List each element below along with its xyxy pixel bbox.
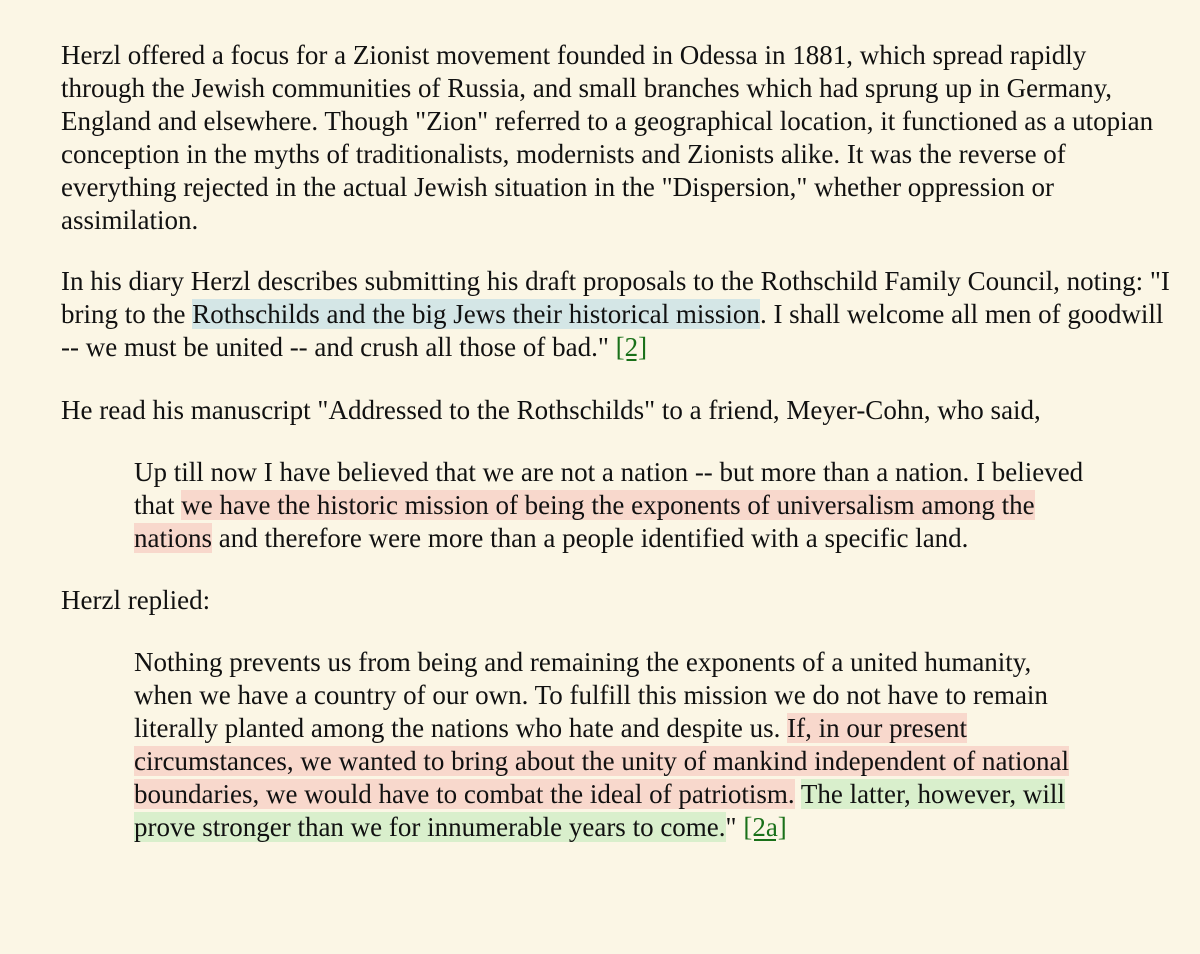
paragraph-meyer-cohn: He read his manuscript "Addressed to the Rothschilds" to a friend, Meyer-Cohn, who said, xyxy=(61,395,1041,425)
blockquote-herzl-reply xyxy=(134,646,1094,844)
highlight-historical-mission: Rothschilds and the big Jews their historical mission xyxy=(192,299,760,329)
highlight-patriotism: If, in our present circumstances, we wanted to bring about the unity of mankind independent of national boundaries, we would have to combat the ideal of patriotism. xyxy=(134,713,1069,809)
footnote-link-2[interactable]: [2] xyxy=(615,332,648,362)
quote2-space xyxy=(795,779,801,809)
paragraph-herzl-diary xyxy=(61,265,1171,364)
highlight-universalism: we have the historic mission of being the exponents of universalism among the nations xyxy=(134,490,1035,553)
highlight-stronger-than-we: The latter, however, will prove stronger than we for innumerable years to come. xyxy=(134,779,1065,842)
diary-text-after: . I shall welcome all men of goodwill -- we must be united -- and crush all those of bad." xyxy=(61,299,1164,362)
paragraph-herzl-replied: Herzl replied: xyxy=(61,585,211,615)
blockquote-meyer-cohn xyxy=(134,456,1094,555)
quote1-text-before: Up till now I have believed that we are not a nation -- but more than a nation. I believed that xyxy=(134,457,1084,520)
diary-text-before: In his diary Herzl describes submitting his draft proposals to the Rothschild Family Council, noting: "I bring to the xyxy=(61,266,1170,329)
quote1-text-after: and therefore were more than a people identified with a specific land. xyxy=(212,523,969,553)
footnote-link-2a[interactable]: [2a] xyxy=(743,812,787,842)
quote2-text-before: Nothing prevents us from being and remaining the exponents of a united humanity, when we have a country of our own. To fulfill this mission we do not have to remain literally planted among the nations who hate and despite us. xyxy=(134,647,1048,743)
paragraph-zionist-movement: Herzl offered a focus for a Zionist movement founded in Odessa in 1881, which spread rapidly through the Jewish communities of Russia, and small branches which had sprung up in Germany, England and elsewhere. Though "Zion" referred to a geographical location, it functioned as a utopian conception in the myths of traditionalists, modernists and Zionists alike. It was the reverse of everything rejected in the actual Jewish situation in the "Dispersion," whether oppression or assimilation. xyxy=(61,40,1154,235)
quote2-text-after: " xyxy=(725,812,744,842)
